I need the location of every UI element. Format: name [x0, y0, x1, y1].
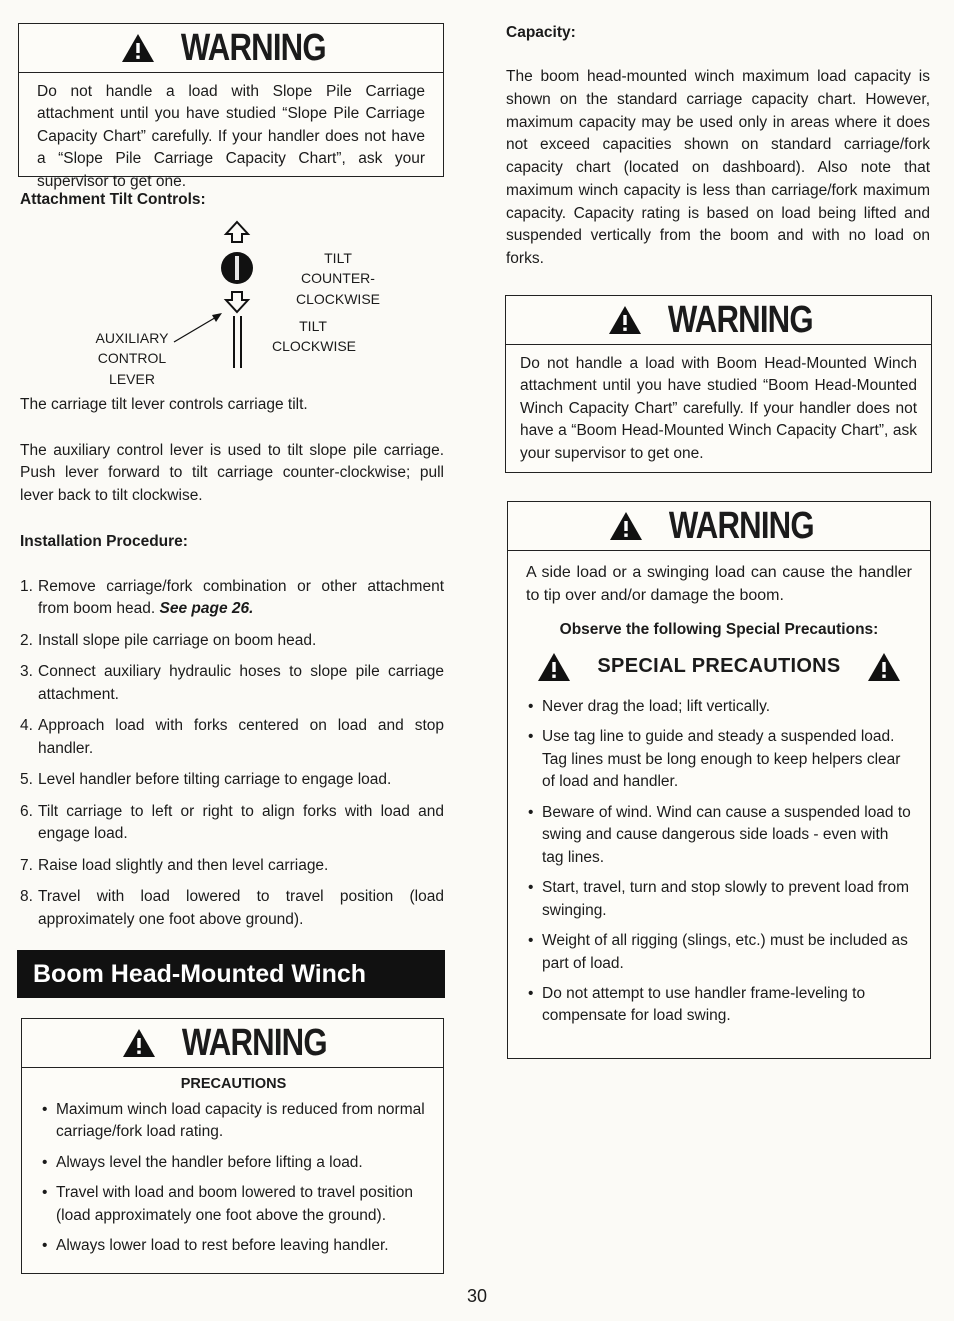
warning-text: Do not handle a load with Boom Head-Mounted Winch attachment until you have studied “Boom Head-Mounted Winch Capacity Chart” carefully. If your handler does not have a “Boom Head-Mounted Winch Capacity Chart”, ask your supervisor to get one. [520, 355, 917, 462]
bullet-text: Always lower load to rest before leaving handler. [56, 1237, 389, 1255]
installation-heading: Installation Procedure: [20, 533, 188, 550]
installation-step [20, 855, 444, 877]
capacity-heading: Capacity: [506, 24, 576, 41]
bullet-icon: • [528, 728, 534, 746]
bullet-text: Never drag the load; lift vertically. [542, 697, 771, 715]
warning-box-winch-chart [505, 295, 932, 473]
installation-step [20, 769, 444, 791]
step-number: 2. [20, 631, 33, 649]
label-tilt-ccw: TILT COUNTER-CLOCKWISE [295, 250, 380, 307]
step-text: Install slope pile carriage on boom head. [38, 631, 317, 649]
bullet-item [42, 1099, 425, 1144]
bullet-item [42, 1235, 425, 1257]
installation-step [20, 576, 444, 621]
forward-arrow-icon [226, 222, 248, 242]
step-text: Level handler before tilting carriage to engage load. [38, 771, 392, 789]
label-tilt-cw: TILT CLOCKWISE [272, 318, 357, 355]
bullet-text: Maximum winch load capacity is reduced from normal carriage/fork load rating. [56, 1101, 425, 1141]
bullet-icon: • [42, 1237, 48, 1255]
installation-step [20, 715, 444, 760]
installation-step [20, 886, 444, 931]
bullet-text: Beware of wind. Wind can cause a suspended load to swing and cause dangerous side loads - even with tag lines. [542, 803, 911, 866]
step-text: Tilt carriage to left or right to align forks with load and engage load. [38, 802, 444, 843]
bullet-text: Do not attempt to use handler frame-leveling to compensate for load swing. [542, 985, 866, 1025]
installation-steps [20, 576, 444, 940]
tilt-para-1: The carriage tilt lever controls carriage tilt. [20, 396, 308, 413]
bullet-text: Use tag line to guide and steady a suspended load. Tag lines must be long enough to keep helpers clear of load and handler. [542, 728, 901, 791]
bullet-icon: • [528, 803, 534, 821]
step-text: Raise load slightly and then level carriage. [38, 856, 329, 874]
observe-heading: Observe the following Special Precautions: [559, 621, 879, 639]
warning-header [19, 24, 443, 73]
warning-triangle-icon [537, 652, 571, 682]
bullet-text: Weight of all rigging (slings, etc.) must be included as part of load. [542, 932, 908, 972]
page-reference-link[interactable]: See page 26. [159, 600, 254, 618]
step-text: Connect auxiliary hydraulic hoses to slope pile carriage attachment. [38, 663, 444, 703]
bullet-text: Always level the handler before lifting a load. [56, 1153, 363, 1171]
tilt-para-2: The auxiliary control lever is used to tilt slope pile carriage. Push lever forward to tilt carriage counter-clockwise; pull lever back to tilt clockwise. [20, 442, 444, 504]
warning-title: WARNING [668, 299, 813, 341]
step-number: 3. [20, 663, 33, 681]
step-number: 5. [20, 771, 33, 789]
step-text: Approach load with forks centered on load and stop handler. [38, 717, 444, 757]
label-aux-lever: AUXILIARY CONTROL LEVER [95, 330, 169, 387]
warning-title: WARNING [182, 1022, 327, 1064]
step-text: Remove carriage/fork combination or other attachment from boom head. See page 26. [38, 578, 444, 618]
bullet-icon: • [528, 879, 534, 897]
capacity-text: The boom head-mounted winch maximum load capacity is shown on the standard carriage capacity chart. However, maximum capacity may be used only in areas where it does not exceed capacities shown on standard carriage/fork capacity chart (located on dashboard). Also note that maximum winch capacity is less than carriage/fork maximum capacity. Capacity rating is based on load being lifted and suspended vertically from the boom and with no load on forks. [506, 68, 930, 268]
bullet-icon: • [528, 932, 534, 950]
warning-header [506, 296, 931, 345]
precautions-list [42, 1099, 425, 1258]
tilt-controls-heading: Attachment Tilt Controls: [20, 191, 206, 208]
step-number: 8. [20, 888, 33, 906]
bullet-item [42, 1152, 425, 1174]
bullet-item [528, 983, 912, 1028]
special-precautions-list [526, 696, 912, 1028]
warning-box-slope-pile [18, 23, 444, 190]
bullet-icon: • [528, 985, 534, 1002]
bullet-item [528, 802, 912, 869]
bullet-item [42, 1182, 425, 1227]
warning-box-winch-precautions [21, 1018, 444, 1274]
step-number: 7. [20, 856, 33, 874]
bullet-item [528, 877, 912, 922]
warning-triangle-icon [609, 511, 643, 541]
bullet-item [528, 696, 912, 718]
special-precautions-title: SPECIAL PRECAUTIONS [597, 655, 841, 678]
page-number: 30 [466, 1286, 488, 1306]
section-banner: Boom Head-Mounted Winch [17, 950, 445, 998]
bullet-icon: • [42, 1101, 48, 1119]
bullet-item [528, 726, 912, 793]
bullet-icon: • [42, 1184, 48, 1202]
warning-box-side-load [507, 501, 931, 1059]
warning-header [508, 502, 930, 551]
warning-title: WARNING [668, 505, 814, 547]
installation-step [20, 801, 444, 846]
precautions-subheading: PRECAUTIONS [180, 1076, 287, 1092]
bullet-text: Start, travel, turn and stop slowly to prevent load from swinging. [542, 879, 910, 919]
warning-title: WARNING [180, 27, 326, 69]
side-load-text: A side load or a swinging load can cause the handler to tip over and/or damage the boom. [526, 564, 912, 605]
bullet-item [528, 930, 912, 975]
warning-triangle-icon [122, 1028, 156, 1058]
step-number: 6. [20, 802, 33, 820]
bullet-text: Travel with load and boom lowered to travel position (load approximately one foot above the ground). [56, 1184, 413, 1224]
bullet-icon: • [42, 1153, 48, 1171]
installation-step [20, 661, 444, 706]
step-number: 4. [20, 717, 33, 735]
warning-triangle-icon [121, 33, 155, 63]
warning-triangle-icon [608, 305, 642, 335]
warning-triangle-icon [867, 652, 901, 682]
installation-step [20, 630, 444, 652]
bullet-icon: • [528, 697, 534, 715]
special-precautions-row [526, 652, 912, 682]
step-text: Travel with load lowered to travel position (load approximately one foot above ground). [38, 888, 444, 928]
warning-header [22, 1019, 443, 1068]
warning-text: Do not handle a load with Slope Pile Carriage attachment until you have studied “Slope Pile Carriage Capacity Chart” carefully. If your handler does not have a “Slope Pile Carriage Capacity Chart”, ask your supervisor to get one. [37, 83, 425, 190]
step-number: 1. [20, 578, 33, 595]
